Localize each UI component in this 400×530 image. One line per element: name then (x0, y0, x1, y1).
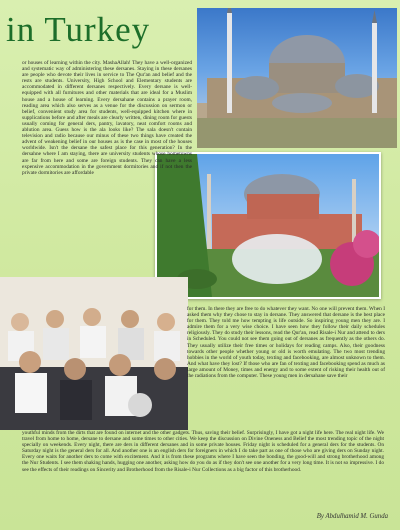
gathering-photo (0, 277, 188, 430)
mosque-illustration (197, 8, 397, 148)
author-byline: By Abdulhamid M. Gunda (316, 513, 388, 520)
gathering-illustration (0, 277, 188, 430)
page-title: in Turkey (6, 10, 151, 49)
article-column-right (187, 306, 385, 379)
article-column-bottom (22, 430, 384, 473)
mosque-photo-top (197, 8, 397, 148)
article-column-left (22, 60, 192, 176)
article-text-left: or houses of learning within the city. MashaAllah! They have a well-organized and systematic way of administering these dersanes. Staying in these dersanes are people who devote their lives in service to The Qur'an and belief and the rests are students. University, High School and Elementary students are accommodated in different dersanes respectively. Every dersane is well-equipped with all furnitures and other materials that are ideal for a Muslim house and a house of learning. Every dersahane contains a prayer room, reading area which also serves as a venue for the discussion on sermon or belief, convenient study area for students, well-equipped kitchen where in supplications before and after meals are clearly written, dining room for guests usually coming for general ders, pantry, lavatory, neat comfort rooms and ablution area. Guess how is the ala looks like? The sala doesn't contain television and radio because our minus of these two things have created the advent of weakening belief in our houses as is the case in most of the houses worldwide. Isn't the dersane the safest place for this generation? In the dersahne where I am staying, there are university students whose hometowns are far from here and some are foreign students. They can have a less expensive accommodation in the government dormitories and if not then the private dormitories are affordable (22, 60, 192, 176)
article-text-bottom: youthful minds from the dirts that are found on internet and the other gadgets. Thus, saving their belief. Surprisingly, I have got a night life here. The real night life. We travel from home to home, dersane to dersane and some times to other cities. We keep the discussion on Divine Oneness and Belief the most trending topic of the night specially on weekends. Every night, there are ders in different dersanes and in some private houses. Friday night is scheduled for a general ders for the students. On Saturday night is the general ders for all. And another one is an english ders for foreigners in which I do take part as one of those who are giving ders on Sunday night. Every one waits for another ders to come with excitement. And it is from these programs where I have seen the bonding, the good-will and strong brotherhood among the Nur Students. I see them shaking hands, hugging one another, asking how do you do as if they don't see one another for a very long time. It is not so impressive. I do see the effects of their readings on Sincerity and Brotherhood from the Risale-i Nur Collections as a big factor of this brotherhood. (22, 430, 384, 473)
article-text-right: for them. In there they are free to do whatever they want. No one will prevent them. When I asked them why they chose to stay in dersane. They answered that dersane is the best place for them. They told me how tempting is life outside. So inspiring young men they are. I admire them for a very wise choice. I have seen how they follow their daily schedules religiously. They do study their lessons, read the Qur'an, read Risale-i Nur and attend to ders in Scheduled. You could not see them going out of dersanes as frequently as the others do. They usually utilize their free times or holidays for reading camps. Also, their goodness towards other people whether young or old is worth emulating. The two most trending hobbies in the world of youth today, texting and facebooking, are almost unknown to them. And what have they lost? If those who are fan of texting and facebooking spend as much as large amount of Money, times and energy and to some extent of risking their health out of the radiations from the computer. These young men in dersahane save their (187, 306, 385, 380)
